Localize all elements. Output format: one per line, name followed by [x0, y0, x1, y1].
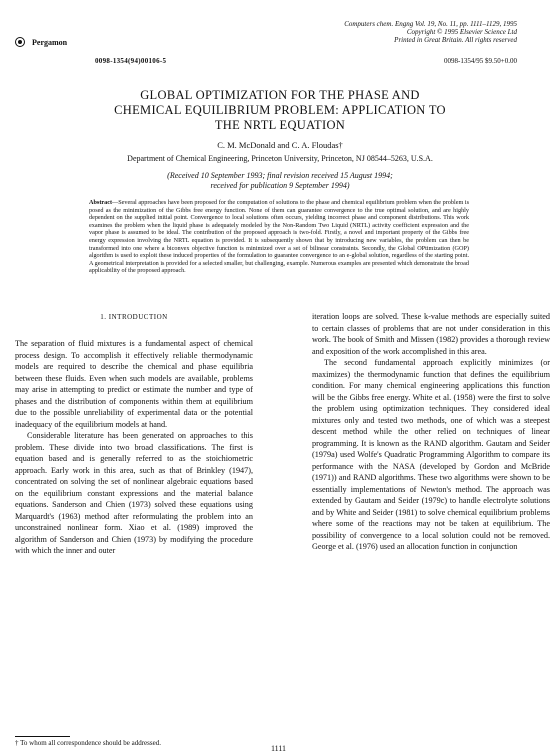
citation-block [317, 20, 517, 44]
abstract-body: —Several approaches have been proposed for the computation of solutions to the phase and chemical equilibrium problem when the problem is posed as the minimization of the Gibbs free energy function. None of them can guarantee convergence to the true optimal solution, and are highly dependent on the supplied initial point. Convergence to local solutions often occurs, yielding incorrect phase and component distributions. This work examines the problem when the liquid phase is adequately modeled by the Non-Random Two Liquid (NRTL) activity coefficient expression and the vapor phase is assumed to be ideal. The contribution of the proposed approach is two-fold. Firstly, a novel and important property of the Gibbs free energy expression involving the NRTL equation is provided. It is subsequently shown that by introducing new variables, the problem can then be transformed into one where a biconvex objective function is minimized over a set of bilinear constraints. Secondly, the Global OPtimization (GOP) algorithm is used to exploit these induced properties of the formulation to guarantee convergence to an e-global solution, regardless of the starting point. A geometrical interpretation is provided for a selected smaller, but challenging, example. Numerous examples are presented which demonstrate the broad applicability of the proposed approach. [89, 199, 469, 275]
title-line: THE NRTL EQUATION [214, 118, 346, 132]
received-line: (Received 10 September 1993; final revision received 15 August 1994; [167, 171, 393, 180]
paper-title [30, 88, 530, 133]
affiliation: Department of Chemical Engineering, Princeton University, Princeton, NJ 08544–5263, U.S.A. [127, 154, 433, 163]
footnote: † To whom all correspondence should be addressed. [15, 739, 161, 747]
citation-line: Copyright © 1995 Elsevier Science Ltd [406, 28, 517, 36]
section-heading: 1. INTRODUCTION [100, 313, 168, 321]
title-line: GLOBAL OPTIMIZATION FOR THE PHASE AND [140, 88, 420, 102]
pergamon-logo-icon [15, 37, 25, 47]
issn-price: 0098-1354/95 $9.50+0.00 [444, 57, 517, 65]
page-number: 1111 [270, 744, 287, 753]
received-line: received for publication 9 September 1994) [210, 181, 350, 190]
title-line: CHEMICAL EQUILIBRIUM PROBLEM: APPLICATION TO [114, 103, 446, 117]
paragraph: Considerable literature has been generated on approaches to this problem. These divide into two broad classifications. The first is equation based and is generally referred to as the stoichiometric approach. Early work in this area, such as that of Brinkley (1947), concentrated on solving the set of nonlinear algebraic equations based on the equilibrium constant expressions and the material balance equations. Sanderson and Chien (1973) solved these equations using Marquardt's (1963) method after reformulating the problem into an unconstrained nonlinear form. Xiao et al. (1989) improved the algorithm of Sanderson and Chien (1973) by modifying the procedure with which the inner and outer [15, 431, 253, 555]
abstract-lead: Abstract [89, 199, 113, 206]
right-column [312, 311, 550, 553]
paragraph: The separation of fluid mixtures is a fundamental aspect of chemical process design. To accomplish it effectively reliable thermodynamic models are required to describe the chemical and phase equilibria between these fluids. Even when such models are available, problems may arise in attempting to predict or estimate the number and type of phases and the distribution of components within them at equilibrium due to the possible unreliability of experimental data or the potential inadequacy of the equilibrium models at hand. [15, 339, 253, 429]
publisher-name: Pergamon [32, 38, 68, 47]
received-dates [30, 171, 530, 191]
citation-line: Printed in Great Britain. All rights reserved [394, 36, 517, 44]
article-identifier: 0098-1354(94)00106-5 [95, 57, 167, 65]
paragraph: The second fundamental approach explicitly minimizes (or maximizes) the thermodynamic function that defines the equilibrium condition. For many chemical engineering applications this function will be the Gibbs free energy. White et al. (1958) were the first to solve the problem using optimization techniques. They considered ideal mixtures only and tested two methods, one of which was a steepest descent method while the other relied on techniques of linear programming. It is known as the RAND algorithm. Gautam and Seider (1979a) used Wolfe's Quadratic Programming Algorithm to compare its performance with the NASA (developed by Gordon and McBride (1971)) and RAND algorithms. These two algorithms were shown to be essentially implementations of Newton's method. The approach was extended by Gautam and Seider (1979c) to handle electrolyte solutions and by White and Seider (1981) to solve chemical equilibrium problems where some of the reactions may not be taken at equilibrium. The possibility of convergence to a local solution could not be removed. George et al. (1976) used an allocation function in conjunction [312, 358, 550, 551]
author-list: C. M. McDonald and C. A. Floudas† [217, 140, 343, 150]
left-column [15, 338, 253, 557]
paragraph: iteration loops are solved. These k-value methods are especially suited to certain classes of problems that are not under consideration in this work. The book of Smith and Missen (1982) provides a thorough review and exposition of the work accomplished in this area. [312, 312, 550, 356]
footnote-rule [15, 736, 70, 737]
citation-line: Computers chem. Engng Vol. 19, No. 11, pp. 1111–1129, 1995 [344, 20, 517, 28]
abstract [89, 199, 469, 275]
